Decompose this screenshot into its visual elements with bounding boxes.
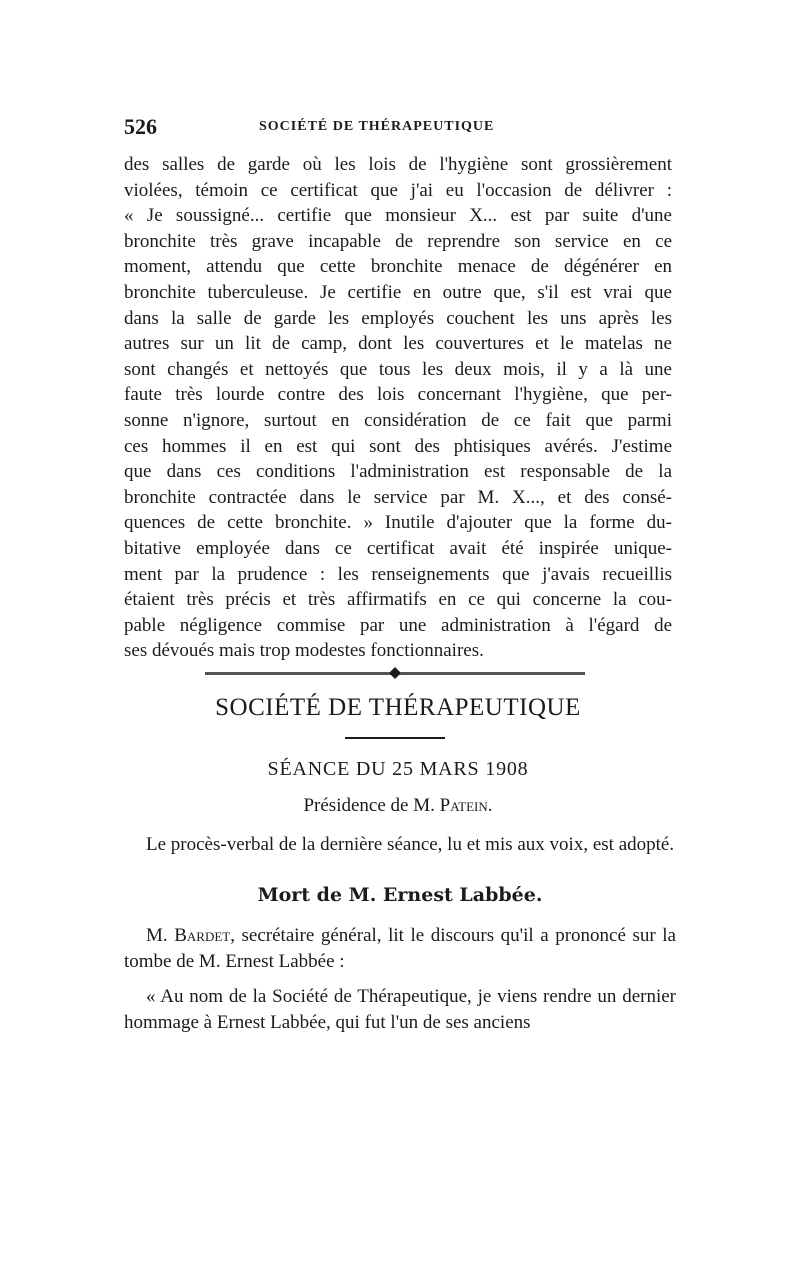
text-line: pable négligence commise par une administration à l'égard de: [124, 614, 672, 636]
text-line: moment, attendu que cette bronchite menace de dégénérer en: [124, 256, 672, 278]
section-title: SOCIÉTÉ DE THÉRAPEUTIQUE: [215, 694, 581, 721]
text-line: ment par la prudence : les renseignements que j'avais recueillis: [124, 563, 672, 585]
seance-title: SÉANCE DU 25 MARS 1908: [267, 758, 529, 780]
page-number: 526: [124, 114, 157, 139]
presidence-suffix: .: [487, 795, 493, 816]
text-line: ces hommes il en est qui sont des phtisiques avérés. J'estime: [124, 435, 672, 457]
divider-rule: [205, 666, 585, 680]
quote-paragraph: « Au nom de la Société de Thérapeutique, je viens rendre un dernier hommage à Ernest Labbée, qui fut l'un de ses anciens: [124, 986, 676, 1033]
text-line: autres sur un lit de camp, dont les couvertures et le matelas ne: [124, 333, 672, 355]
text-line: sont changés et nettoyés que tous les deux mois, il y a là une: [124, 358, 672, 380]
previous-article-paragraph: [124, 152, 672, 664]
text-line: bronchite contractée dans le service par M. X..., et des consé-: [124, 486, 672, 508]
proces-verbal-paragraph: Le procès-verbal de la dernière séance, lu et mis aux voix, est adopté.: [146, 834, 675, 855]
text-line: des salles de garde où les lois de l'hygiène sont grossièrement: [124, 154, 672, 175]
text-line: que dans ces conditions l'administration est responsable de la: [124, 461, 672, 483]
previous-article-text: [124, 152, 672, 664]
text-line: étaient très précis et très affirmatifs en ce qui concerne la cou-: [124, 589, 672, 611]
text-line: bronchite tuberculeuse. Je certifie en outre que, s'il est vrai que: [124, 281, 672, 303]
obituary-heading: Mort de M. Ernest Labbée.: [257, 884, 543, 906]
text-line: « Je soussigné... certifie que monsieur X... est par suite d'une: [124, 205, 672, 227]
text-line: faute très lourde contre des lois concernant l'hygiène, que per-: [124, 384, 672, 406]
bardet-text: , secrétaire général, lit le discours qu'il a prononcé sur la tombe de M. Ernest Labbée :: [124, 925, 676, 972]
bardet-name: M. Bardet: [146, 925, 231, 946]
text-line: violées, témoin ce certificat que j'ai eu l'occasion de délivrer :: [124, 179, 672, 201]
section-rule: [345, 737, 445, 739]
text-line: dans la salle de garde les employés couchent les uns après les: [124, 307, 672, 329]
text-line: ses dévoués mais trop modestes fonctionnaires.: [124, 640, 484, 662]
diamond-ornament-icon: [389, 667, 401, 679]
text-line: bitative employée dans ce certificat avait été inspirée unique-: [124, 537, 672, 559]
bardet-paragraph: [124, 923, 676, 974]
text-line: bronchite très grave incapable de reprendre son service en ce: [124, 230, 672, 252]
text-line: sonne n'ignore, surtout en considération de ce fait que parmi: [124, 409, 672, 431]
running-title: SOCIÉTÉ DE THÉRAPEUTIQUE: [259, 119, 495, 134]
presidence-prefix: Présidence de M.: [303, 795, 440, 816]
president-name: Patein: [439, 795, 488, 816]
presidence-line: [124, 795, 672, 817]
text-line: quences de cette bronchite. » Inutile d'ajouter que la forme du-: [124, 512, 672, 534]
ornamental-divider: [205, 666, 585, 680]
running-head: [124, 114, 684, 144]
